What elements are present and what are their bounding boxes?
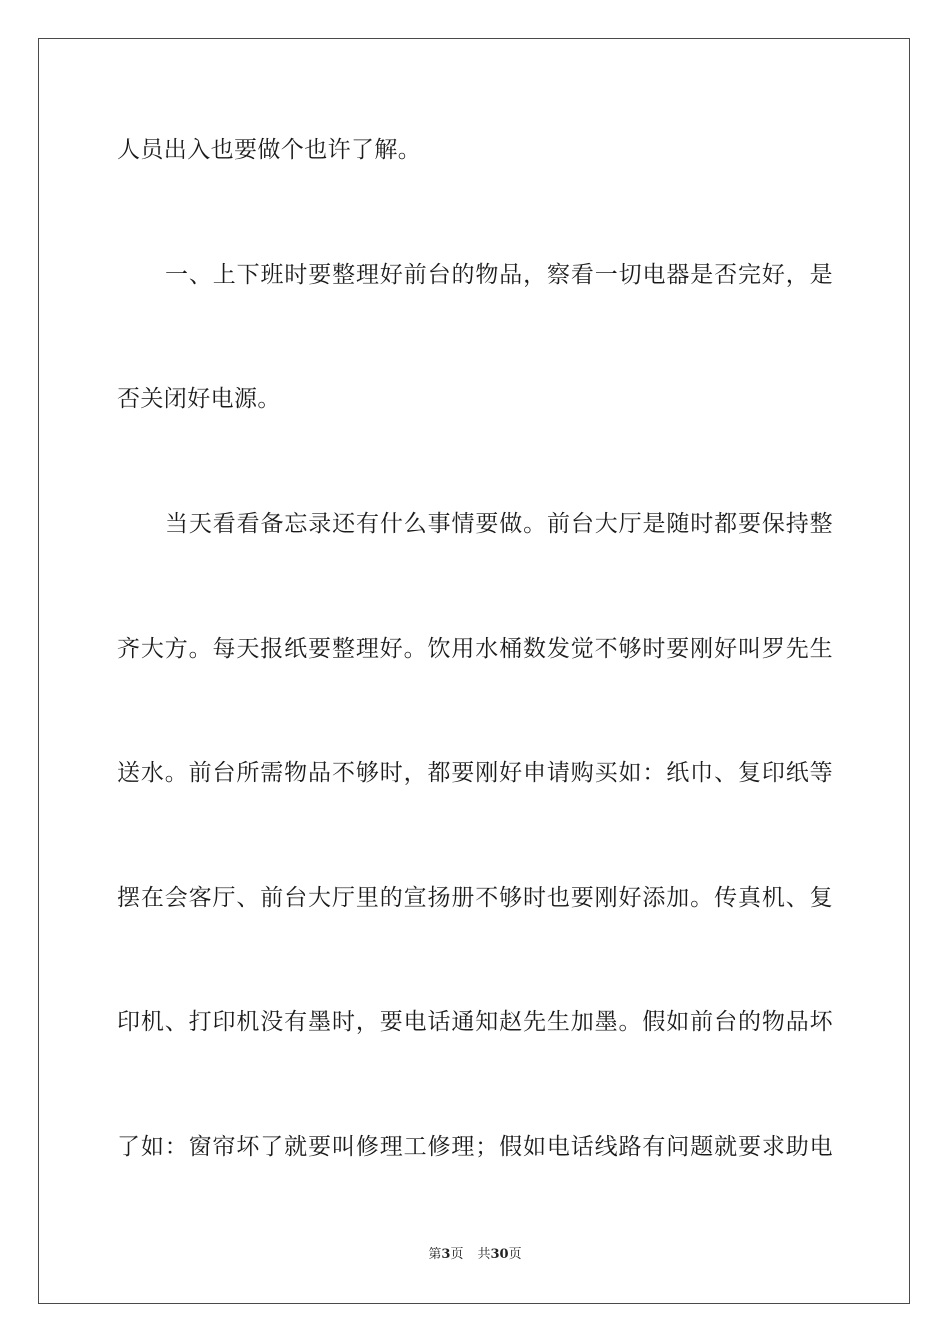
footer-total-pages: 30 xyxy=(490,1247,509,1262)
text-line-5: 齐大方。每天报纸要整理好。饮用水桶数发觉不够时要刚好叫罗先生 xyxy=(117,636,833,662)
text-line-1: 人员出入也要做个也许了解。 xyxy=(117,137,422,163)
page-footer xyxy=(0,1246,950,1264)
text-line-8: 印机、打印机没有墨时，要电话通知赵先生加墨。假如前台的物品坏 xyxy=(117,1009,833,1035)
page-border xyxy=(38,38,910,1304)
text-line-4: 当天看看备忘录还有什么事情要做。前台大厅是随时都要保持整 xyxy=(165,511,833,537)
footer-page-suffix: 页 xyxy=(450,1247,464,1262)
footer-total-suffix: 页 xyxy=(508,1247,522,1262)
text-line-3: 否关闭好电源。 xyxy=(117,386,281,412)
text-line-6: 送水。前台所需物品不够时，都要刚好申请购买如：纸巾、复印纸等 xyxy=(117,760,833,786)
footer-page-prefix: 第 xyxy=(428,1247,442,1262)
footer-total-prefix: 共 xyxy=(477,1247,491,1262)
footer-page-number: 3 xyxy=(441,1247,451,1262)
text-line-7: 摆在会客厅、前台大厅里的宣扬册不够时也要刚好添加。传真机、复 xyxy=(117,885,833,911)
text-line-2: 一、上下班时要整理好前台的物品，察看一切电器是否完好，是 xyxy=(165,262,833,288)
text-line-9: 了如：窗帘坏了就要叫修理工修理；假如电话线路有问题就要求助电 xyxy=(117,1134,833,1160)
